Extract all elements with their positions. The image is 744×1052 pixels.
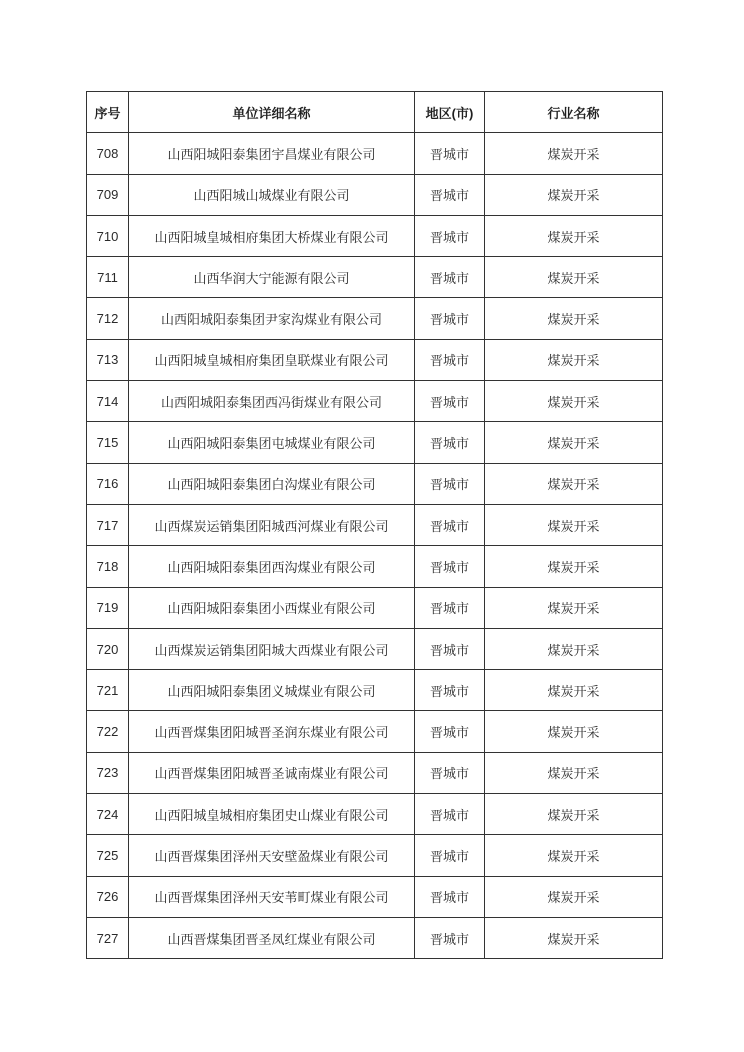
unit-name-cell: 山西煤炭运销集团阳城西河煤业有限公司 bbox=[129, 504, 415, 545]
table-row bbox=[87, 711, 663, 752]
table-row bbox=[87, 339, 663, 380]
industry-cell: 煤炭开采 bbox=[485, 215, 663, 256]
unit-name-cell: 山西阳城阳泰集团宇昌煤业有限公司 bbox=[129, 133, 415, 174]
table-row bbox=[87, 215, 663, 256]
table-row bbox=[87, 504, 663, 545]
serial-number-cell: 712 bbox=[87, 298, 129, 339]
unit-name-cell: 山西阳城皇城相府集团皇联煤业有限公司 bbox=[129, 339, 415, 380]
unit-name-cell: 山西煤炭运销集团阳城大西煤业有限公司 bbox=[129, 628, 415, 669]
industry-cell: 煤炭开采 bbox=[485, 504, 663, 545]
serial-number-cell: 718 bbox=[87, 546, 129, 587]
serial-number-cell: 721 bbox=[87, 670, 129, 711]
industry-cell: 煤炭开采 bbox=[485, 876, 663, 917]
table-row bbox=[87, 174, 663, 215]
region-cell: 晋城市 bbox=[415, 587, 485, 628]
table-row bbox=[87, 133, 663, 174]
region-cell: 晋城市 bbox=[415, 670, 485, 711]
region-cell: 晋城市 bbox=[415, 752, 485, 793]
serial-number-cell: 711 bbox=[87, 257, 129, 298]
industry-cell: 煤炭开采 bbox=[485, 463, 663, 504]
unit-name-cell: 山西晋煤集团泽州天安苇町煤业有限公司 bbox=[129, 876, 415, 917]
region-cell: 晋城市 bbox=[415, 257, 485, 298]
unit-name-cell: 山西华润大宁能源有限公司 bbox=[129, 257, 415, 298]
serial-number-cell: 716 bbox=[87, 463, 129, 504]
industry-cell: 煤炭开采 bbox=[485, 257, 663, 298]
unit-name-cell: 山西阳城阳泰集团白沟煤业有限公司 bbox=[129, 463, 415, 504]
unit-name-cell: 山西阳城阳泰集团小西煤业有限公司 bbox=[129, 587, 415, 628]
serial-number-cell: 709 bbox=[87, 174, 129, 215]
unit-name-cell: 山西晋煤集团阳城晋圣润东煤业有限公司 bbox=[129, 711, 415, 752]
region-cell: 晋城市 bbox=[415, 794, 485, 835]
region-cell: 晋城市 bbox=[415, 504, 485, 545]
unit-name-cell: 山西阳城阳泰集团西沟煤业有限公司 bbox=[129, 546, 415, 587]
table-row bbox=[87, 546, 663, 587]
serial-number-cell: 715 bbox=[87, 422, 129, 463]
table-row bbox=[87, 917, 663, 958]
table-row bbox=[87, 794, 663, 835]
serial-number-cell: 719 bbox=[87, 587, 129, 628]
table-row bbox=[87, 257, 663, 298]
table-row bbox=[87, 381, 663, 422]
table-header-row bbox=[87, 92, 663, 133]
unit-name-cell: 山西阳城阳泰集团屯城煤业有限公司 bbox=[129, 422, 415, 463]
unit-name-cell: 山西阳城阳泰集团义城煤业有限公司 bbox=[129, 670, 415, 711]
table-row bbox=[87, 835, 663, 876]
region-cell: 晋城市 bbox=[415, 133, 485, 174]
column-header-region: 地区(市) bbox=[415, 92, 485, 133]
unit-name-cell: 山西阳城阳泰集团西冯街煤业有限公司 bbox=[129, 381, 415, 422]
serial-number-cell: 724 bbox=[87, 794, 129, 835]
industry-cell: 煤炭开采 bbox=[485, 835, 663, 876]
industry-cell: 煤炭开采 bbox=[485, 174, 663, 215]
region-cell: 晋城市 bbox=[415, 546, 485, 587]
serial-number-cell: 725 bbox=[87, 835, 129, 876]
region-cell: 晋城市 bbox=[415, 876, 485, 917]
industry-cell: 煤炭开采 bbox=[485, 752, 663, 793]
industry-cell: 煤炭开采 bbox=[485, 381, 663, 422]
serial-number-cell: 717 bbox=[87, 504, 129, 545]
region-cell: 晋城市 bbox=[415, 463, 485, 504]
company-table bbox=[86, 91, 663, 959]
column-header-serial: 序号 bbox=[87, 92, 129, 133]
unit-name-cell: 山西晋煤集团阳城晋圣诚南煤业有限公司 bbox=[129, 752, 415, 793]
industry-cell: 煤炭开采 bbox=[485, 339, 663, 380]
industry-cell: 煤炭开采 bbox=[485, 670, 663, 711]
table-row bbox=[87, 876, 663, 917]
serial-number-cell: 708 bbox=[87, 133, 129, 174]
industry-cell: 煤炭开采 bbox=[485, 133, 663, 174]
region-cell: 晋城市 bbox=[415, 711, 485, 752]
table-row bbox=[87, 587, 663, 628]
industry-cell: 煤炭开采 bbox=[485, 794, 663, 835]
column-header-industry: 行业名称 bbox=[485, 92, 663, 133]
industry-cell: 煤炭开采 bbox=[485, 711, 663, 752]
industry-cell: 煤炭开采 bbox=[485, 422, 663, 463]
region-cell: 晋城市 bbox=[415, 628, 485, 669]
industry-cell: 煤炭开采 bbox=[485, 546, 663, 587]
industry-cell: 煤炭开采 bbox=[485, 917, 663, 958]
region-cell: 晋城市 bbox=[415, 917, 485, 958]
region-cell: 晋城市 bbox=[415, 339, 485, 380]
table-row bbox=[87, 298, 663, 339]
serial-number-cell: 713 bbox=[87, 339, 129, 380]
region-cell: 晋城市 bbox=[415, 422, 485, 463]
serial-number-cell: 723 bbox=[87, 752, 129, 793]
industry-cell: 煤炭开采 bbox=[485, 298, 663, 339]
column-header-unit-name: 单位详细名称 bbox=[129, 92, 415, 133]
industry-cell: 煤炭开采 bbox=[485, 628, 663, 669]
unit-name-cell: 山西晋煤集团泽州天安壁盈煤业有限公司 bbox=[129, 835, 415, 876]
unit-name-cell: 山西阳城阳泰集团尹家沟煤业有限公司 bbox=[129, 298, 415, 339]
unit-name-cell: 山西阳城皇城相府集团大桥煤业有限公司 bbox=[129, 215, 415, 256]
serial-number-cell: 720 bbox=[87, 628, 129, 669]
industry-cell: 煤炭开采 bbox=[485, 587, 663, 628]
serial-number-cell: 710 bbox=[87, 215, 129, 256]
region-cell: 晋城市 bbox=[415, 298, 485, 339]
serial-number-cell: 726 bbox=[87, 876, 129, 917]
unit-name-cell: 山西阳城山城煤业有限公司 bbox=[129, 174, 415, 215]
region-cell: 晋城市 bbox=[415, 174, 485, 215]
region-cell: 晋城市 bbox=[415, 835, 485, 876]
table-body bbox=[87, 133, 663, 959]
unit-name-cell: 山西晋煤集团晋圣凤红煤业有限公司 bbox=[129, 917, 415, 958]
serial-number-cell: 714 bbox=[87, 381, 129, 422]
table-row bbox=[87, 670, 663, 711]
table-row bbox=[87, 422, 663, 463]
region-cell: 晋城市 bbox=[415, 381, 485, 422]
serial-number-cell: 727 bbox=[87, 917, 129, 958]
table-row bbox=[87, 628, 663, 669]
serial-number-cell: 722 bbox=[87, 711, 129, 752]
unit-name-cell: 山西阳城皇城相府集团史山煤业有限公司 bbox=[129, 794, 415, 835]
table-row bbox=[87, 752, 663, 793]
region-cell: 晋城市 bbox=[415, 215, 485, 256]
table-row bbox=[87, 463, 663, 504]
